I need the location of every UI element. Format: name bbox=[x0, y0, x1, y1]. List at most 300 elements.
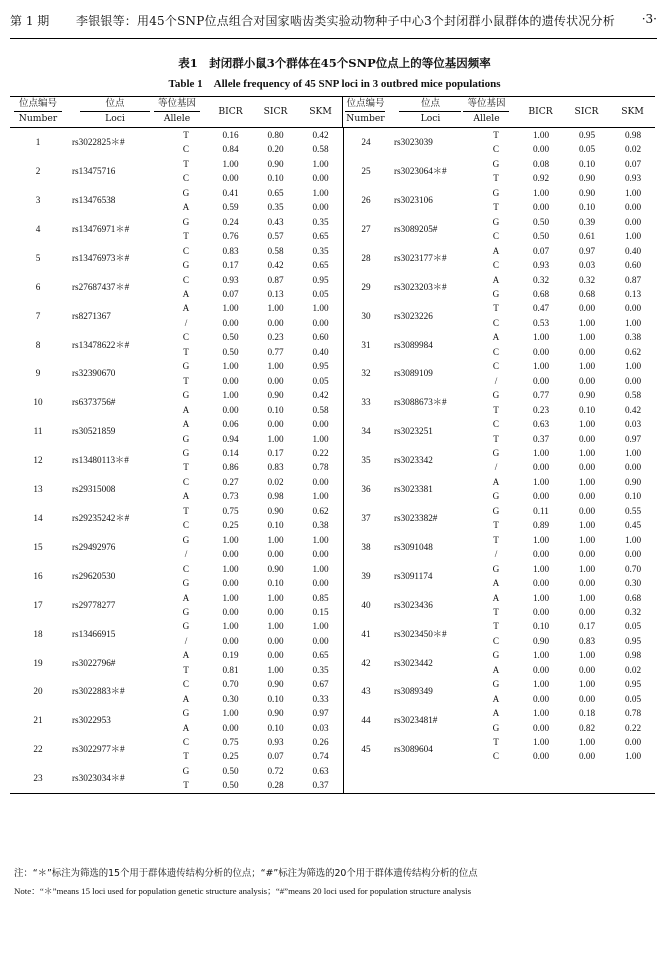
freq-skm: 0.45 bbox=[624, 520, 642, 531]
freq-sicr: 0.17 bbox=[578, 621, 596, 632]
freq-sicr: 0.82 bbox=[578, 722, 596, 733]
freq-bicr: 1.00 bbox=[532, 447, 550, 458]
freq-bicr: 0.76 bbox=[222, 231, 239, 242]
freq-sicr: 0.42 bbox=[267, 260, 284, 271]
locus-id: rs13480113＊# bbox=[72, 455, 129, 466]
freq-sicr: 0.10 bbox=[267, 520, 284, 531]
freq-skm: 0.74 bbox=[312, 751, 329, 762]
freq-skm: 0.03 bbox=[312, 722, 329, 733]
freq-bicr: 0.93 bbox=[222, 274, 239, 285]
freq-bicr: 0.86 bbox=[222, 462, 239, 473]
locus-number: 3 bbox=[35, 195, 41, 206]
freq-sicr: 0.00 bbox=[578, 346, 596, 357]
allele: G bbox=[182, 708, 190, 719]
freq-skm: 0.90 bbox=[624, 476, 642, 487]
allele: C bbox=[492, 260, 500, 271]
freq-sicr: 0.13 bbox=[267, 288, 284, 299]
freq-bicr: 1.00 bbox=[222, 534, 239, 545]
allele: C bbox=[492, 317, 500, 328]
locus-number: 16 bbox=[33, 570, 43, 581]
freq-skm: 0.35 bbox=[312, 245, 329, 256]
allele: C bbox=[182, 737, 190, 748]
col-number-zh: 位点编号 bbox=[346, 98, 385, 109]
freq-skm: 0.38 bbox=[312, 520, 329, 531]
freq-sicr: 1.00 bbox=[578, 447, 596, 458]
allele: G bbox=[182, 433, 190, 444]
freq-skm: 0.15 bbox=[312, 606, 329, 617]
allele: A bbox=[492, 245, 500, 256]
table-row bbox=[10, 735, 343, 749]
freq-bicr: 0.25 bbox=[222, 751, 239, 762]
freq-skm: 0.62 bbox=[312, 505, 329, 516]
freq-bicr: 0.27 bbox=[222, 476, 239, 487]
freq-bicr: 0.37 bbox=[532, 433, 550, 444]
freq-skm: 0.00 bbox=[312, 578, 329, 589]
freq-skm: 0.95 bbox=[312, 361, 329, 372]
freq-sicr: 0.28 bbox=[267, 780, 284, 791]
table-row bbox=[344, 157, 656, 171]
allele: T bbox=[493, 621, 499, 632]
freq-skm: 1.00 bbox=[312, 158, 329, 169]
allele: G bbox=[182, 216, 190, 227]
freq-bicr: 0.00 bbox=[222, 173, 239, 184]
freq-bicr: 0.00 bbox=[532, 664, 550, 675]
freq-bicr: 1.00 bbox=[532, 187, 550, 198]
locus-number: 44 bbox=[361, 715, 371, 726]
freq-bicr: 0.30 bbox=[222, 693, 239, 704]
freq-bicr: 0.47 bbox=[532, 303, 550, 314]
locus-id: rs13476971＊# bbox=[72, 223, 130, 234]
allele: A bbox=[182, 419, 190, 430]
freq-bicr: 0.83 bbox=[222, 245, 239, 256]
freq-skm: 0.05 bbox=[312, 375, 329, 386]
freq-skm: 1.00 bbox=[312, 491, 329, 502]
freq-skm: 0.87 bbox=[624, 274, 642, 285]
freq-skm: 1.00 bbox=[312, 563, 329, 574]
allele: A bbox=[182, 303, 190, 314]
locus-number: 37 bbox=[361, 513, 371, 523]
freq-bicr: 1.00 bbox=[222, 390, 239, 401]
freq-sicr: 1.00 bbox=[578, 592, 596, 603]
locus-number: 10 bbox=[33, 397, 43, 408]
freq-skm: 0.05 bbox=[312, 288, 329, 299]
allele: T bbox=[183, 375, 189, 386]
locus-number: 41 bbox=[361, 628, 371, 639]
col-skm: SKM bbox=[621, 106, 644, 117]
freq-skm: 0.00 bbox=[312, 476, 329, 487]
locus-id: rs3022977＊# bbox=[72, 744, 125, 755]
table-row bbox=[10, 388, 343, 402]
table-row bbox=[10, 533, 343, 547]
freq-sicr: 1.00 bbox=[578, 332, 596, 343]
freq-sicr: 0.90 bbox=[267, 390, 284, 401]
table-row bbox=[10, 591, 343, 605]
locus-number: 4 bbox=[35, 223, 41, 234]
freq-bicr: 0.00 bbox=[532, 606, 550, 617]
table-right-half bbox=[343, 128, 656, 793]
freq-bicr: 0.75 bbox=[222, 737, 239, 748]
allele: / bbox=[184, 317, 188, 328]
freq-sicr: 0.68 bbox=[578, 288, 596, 299]
freq-sicr: 0.10 bbox=[267, 404, 284, 415]
freq-bicr: 1.00 bbox=[532, 563, 550, 574]
freq-sicr: 1.00 bbox=[578, 650, 596, 661]
freq-sicr: 0.23 bbox=[267, 332, 284, 343]
locus-number: 34 bbox=[361, 426, 371, 437]
freq-skm: 0.78 bbox=[624, 708, 642, 719]
locus-number: 22 bbox=[33, 744, 43, 755]
col-bicr: BICR bbox=[218, 106, 243, 117]
col-sicr: SICR bbox=[574, 106, 599, 117]
header-underline bbox=[345, 111, 385, 112]
freq-bicr: 0.00 bbox=[222, 606, 239, 617]
freq-skm: 0.65 bbox=[312, 650, 329, 661]
allele: T bbox=[183, 751, 189, 762]
table-row bbox=[344, 504, 656, 518]
col-loci-en: Loci bbox=[105, 113, 125, 124]
freq-skm: 1.00 bbox=[624, 447, 642, 458]
freq-bicr: 0.94 bbox=[222, 433, 239, 444]
allele: T bbox=[493, 303, 499, 314]
freq-sicr: 0.07 bbox=[267, 751, 284, 762]
freq-sicr: 0.10 bbox=[578, 404, 596, 415]
freq-bicr: 0.14 bbox=[222, 447, 239, 458]
freq-sicr: 0.10 bbox=[578, 158, 596, 169]
freq-sicr: 0.10 bbox=[267, 578, 284, 589]
locus-number: 23 bbox=[33, 773, 43, 784]
freq-skm: 0.97 bbox=[312, 708, 329, 719]
freq-sicr: 0.90 bbox=[578, 173, 596, 184]
table-row bbox=[344, 330, 656, 344]
locus-number: 26 bbox=[361, 195, 371, 206]
col-allele-en: Allele bbox=[163, 113, 191, 124]
freq-sicr: 0.90 bbox=[267, 563, 284, 574]
freq-skm: 0.32 bbox=[624, 606, 642, 617]
freq-bicr: 0.32 bbox=[532, 274, 550, 285]
locus-id: rs3023034＊# bbox=[72, 773, 125, 784]
freq-bicr: 0.00 bbox=[532, 144, 550, 155]
freq-skm: 1.00 bbox=[624, 231, 642, 242]
allele: T bbox=[183, 780, 189, 791]
freq-skm: 0.13 bbox=[624, 288, 642, 299]
freq-bicr: 1.00 bbox=[532, 476, 550, 487]
allele: C bbox=[182, 476, 190, 487]
freq-sicr: 1.00 bbox=[578, 419, 596, 430]
freq-bicr: 1.00 bbox=[532, 737, 550, 748]
allele: A bbox=[182, 491, 190, 502]
freq-sicr: 0.80 bbox=[267, 130, 284, 140]
freq-skm: 1.00 bbox=[312, 303, 329, 314]
allele: G bbox=[182, 361, 190, 372]
locus-number: 45 bbox=[361, 744, 371, 755]
freq-bicr: 0.00 bbox=[222, 549, 239, 560]
table-row bbox=[344, 735, 656, 749]
locus-id: rs13476973＊# bbox=[72, 252, 130, 263]
table-caption-en: Table 1 Allele frequency of 45 SNP loci in 3 outbred mice populations bbox=[168, 78, 501, 90]
freq-skm: 0.22 bbox=[312, 447, 329, 458]
freq-bicr: 0.17 bbox=[222, 260, 239, 271]
freq-sicr: 0.83 bbox=[267, 462, 284, 473]
locus-number: 18 bbox=[33, 628, 43, 639]
col-number-en: Number bbox=[18, 113, 58, 124]
freq-skm: 0.58 bbox=[312, 404, 329, 415]
freq-bicr: 0.41 bbox=[222, 187, 239, 198]
table-row bbox=[10, 706, 343, 720]
locus-number: 27 bbox=[361, 223, 371, 234]
col-number-zh: 位点编号 bbox=[18, 98, 57, 109]
freq-sicr: 0.00 bbox=[267, 375, 284, 386]
locus-id: rs3023251 bbox=[394, 426, 433, 437]
locus-id: rs3023442 bbox=[394, 657, 433, 668]
freq-sicr: 1.00 bbox=[578, 520, 596, 531]
allele: G bbox=[492, 447, 500, 458]
allele: / bbox=[494, 549, 498, 560]
freq-skm: 0.07 bbox=[624, 158, 642, 169]
freq-skm: 0.58 bbox=[624, 390, 642, 401]
table-note-zh: 注：“＊”标注为筛选的15个用于群体遗传结构分析的位点；“#”标注为筛选的20个用于群体遗传结构分析的位点 bbox=[14, 868, 478, 879]
allele: T bbox=[183, 158, 189, 169]
locus-id: rs3023177＊# bbox=[394, 252, 447, 263]
freq-bicr: 0.73 bbox=[222, 491, 239, 502]
freq-bicr: 0.25 bbox=[222, 520, 239, 531]
freq-bicr: 1.00 bbox=[222, 361, 239, 372]
allele: C bbox=[182, 679, 190, 690]
freq-bicr: 0.59 bbox=[222, 202, 239, 213]
freq-sicr: 0.35 bbox=[267, 202, 284, 213]
freq-skm: 0.10 bbox=[624, 491, 642, 502]
allele: T bbox=[493, 606, 499, 617]
allele: G bbox=[492, 505, 500, 516]
table-row bbox=[10, 359, 343, 373]
left-table-body bbox=[10, 128, 343, 793]
freq-skm: 0.40 bbox=[624, 245, 642, 256]
freq-sicr: 0.87 bbox=[267, 274, 284, 285]
locus-id: rs3089984 bbox=[394, 339, 433, 350]
freq-skm: 0.00 bbox=[312, 419, 329, 430]
table-row bbox=[344, 648, 656, 662]
freq-bicr: 0.00 bbox=[222, 317, 239, 328]
header-underline bbox=[14, 111, 62, 112]
table-row bbox=[10, 157, 343, 171]
locus-number: 39 bbox=[361, 570, 371, 581]
freq-skm: 1.00 bbox=[312, 621, 329, 632]
freq-bicr: 0.93 bbox=[532, 260, 550, 271]
allele: G bbox=[492, 679, 500, 690]
freq-skm: 0.85 bbox=[312, 592, 329, 603]
allele: C bbox=[182, 144, 190, 155]
freq-sicr: 0.00 bbox=[578, 491, 596, 502]
locus-id: rs29620530 bbox=[72, 570, 116, 581]
freq-sicr: 0.32 bbox=[578, 274, 596, 285]
locus-number: 12 bbox=[33, 455, 43, 466]
freq-skm: 0.05 bbox=[624, 621, 642, 632]
freq-skm: 0.00 bbox=[624, 737, 642, 748]
freq-sicr: 0.90 bbox=[267, 505, 284, 516]
allele: G bbox=[492, 187, 500, 198]
freq-bicr: 0.00 bbox=[532, 751, 550, 762]
allele: A bbox=[182, 722, 190, 733]
table-row bbox=[344, 388, 656, 402]
freq-bicr: 0.53 bbox=[532, 317, 550, 328]
table-row bbox=[10, 330, 343, 344]
freq-bicr: 0.00 bbox=[532, 549, 550, 560]
allele: C bbox=[182, 520, 190, 531]
allele: A bbox=[182, 592, 190, 603]
freq-skm: 0.70 bbox=[624, 563, 642, 574]
freq-bicr: 0.00 bbox=[532, 375, 550, 386]
locus-id: rs3089109 bbox=[394, 368, 433, 379]
locus-number: 33 bbox=[361, 397, 371, 408]
table-row bbox=[10, 648, 343, 662]
locus-id: rs29235242＊# bbox=[72, 513, 130, 523]
running-head bbox=[10, 12, 657, 32]
col-number-en: Number bbox=[346, 113, 385, 124]
allele: G bbox=[182, 187, 190, 198]
allele: G bbox=[182, 621, 190, 632]
freq-skm: 0.95 bbox=[312, 274, 329, 285]
freq-skm: 0.65 bbox=[312, 231, 329, 242]
freq-bicr: 0.00 bbox=[532, 693, 550, 704]
freq-sicr: 1.00 bbox=[267, 433, 284, 444]
freq-sicr: 1.00 bbox=[578, 737, 596, 748]
allele: T bbox=[183, 346, 189, 357]
locus-number: 5 bbox=[35, 252, 41, 263]
allele: G bbox=[182, 260, 190, 271]
table-row bbox=[10, 244, 343, 258]
locus-id: rs3022796# bbox=[72, 657, 116, 668]
allele: A bbox=[492, 708, 500, 719]
freq-skm: 0.22 bbox=[624, 722, 642, 733]
locus-id: rs3023106 bbox=[394, 195, 433, 206]
allele: / bbox=[494, 462, 498, 473]
freq-skm: 0.00 bbox=[624, 202, 642, 213]
table-row bbox=[10, 301, 343, 315]
freq-bicr: 0.50 bbox=[222, 780, 239, 791]
allele: G bbox=[182, 578, 190, 589]
locus-id: rs3023039 bbox=[394, 137, 433, 148]
locus-id: rs3022825＊# bbox=[72, 137, 125, 148]
freq-skm: 0.98 bbox=[624, 130, 642, 140]
freq-skm: 0.00 bbox=[624, 375, 642, 386]
freq-sicr: 0.90 bbox=[267, 679, 284, 690]
freq-sicr: 0.00 bbox=[578, 549, 596, 560]
freq-skm: 0.00 bbox=[312, 549, 329, 560]
allele: A bbox=[492, 578, 500, 589]
table-row bbox=[10, 417, 343, 431]
freq-skm: 0.55 bbox=[624, 505, 642, 516]
freq-skm: 1.00 bbox=[312, 433, 329, 444]
freq-skm: 0.00 bbox=[624, 549, 642, 560]
freq-bicr: 0.07 bbox=[532, 245, 550, 256]
col-loci-en: Loci bbox=[420, 113, 441, 124]
freq-skm: 0.02 bbox=[624, 144, 642, 155]
allele: A bbox=[492, 693, 500, 704]
table-bottom-rule bbox=[10, 793, 655, 794]
freq-skm: 0.35 bbox=[312, 664, 329, 675]
locus-id: rs3091048 bbox=[394, 541, 433, 552]
locus-id: rs8271367 bbox=[72, 310, 111, 321]
col-loci-zh: 位点 bbox=[105, 98, 125, 109]
freq-skm: 0.37 bbox=[312, 780, 329, 791]
locus-number: 19 bbox=[33, 657, 43, 668]
locus-number: 24 bbox=[361, 137, 371, 148]
locus-number: 42 bbox=[361, 657, 371, 668]
allele: C bbox=[492, 751, 500, 762]
table-row bbox=[344, 562, 656, 576]
allele: T bbox=[493, 202, 499, 213]
allele: C bbox=[492, 361, 500, 372]
table-header bbox=[10, 97, 655, 127]
freq-sicr: 1.00 bbox=[267, 592, 284, 603]
table-row bbox=[10, 446, 343, 460]
freq-bicr: 0.06 bbox=[222, 419, 239, 430]
freq-bicr: 0.11 bbox=[533, 505, 549, 516]
freq-bicr: 0.50 bbox=[222, 765, 239, 776]
header-underline bbox=[154, 111, 200, 112]
freq-bicr: 1.00 bbox=[222, 563, 239, 574]
freq-bicr: 0.00 bbox=[222, 635, 239, 646]
right-table bbox=[344, 128, 656, 764]
allele: C bbox=[492, 231, 500, 242]
allele: A bbox=[492, 664, 500, 675]
freq-sicr: 0.95 bbox=[578, 130, 596, 140]
left-table bbox=[10, 128, 343, 793]
freq-sicr: 0.90 bbox=[578, 390, 596, 401]
freq-bicr: 1.00 bbox=[222, 303, 239, 314]
freq-bicr: 0.00 bbox=[222, 722, 239, 733]
freq-sicr: 0.93 bbox=[267, 737, 284, 748]
freq-skm: 1.00 bbox=[624, 751, 642, 762]
freq-sicr: 1.00 bbox=[267, 303, 284, 314]
table-row bbox=[344, 244, 656, 258]
locus-id: rs6373756# bbox=[72, 397, 116, 408]
allele: G bbox=[492, 650, 500, 661]
allele: A bbox=[182, 650, 190, 661]
table-row bbox=[344, 301, 656, 315]
locus-id: rs29778277 bbox=[72, 599, 116, 610]
table-row bbox=[10, 273, 343, 287]
freq-sicr: 0.39 bbox=[578, 216, 596, 227]
allele: C bbox=[492, 144, 500, 155]
freq-bicr: 1.00 bbox=[222, 708, 239, 719]
locus-id: rs3089205# bbox=[394, 223, 438, 234]
allele: G bbox=[182, 390, 190, 401]
freq-skm: 0.40 bbox=[312, 346, 329, 357]
allele: / bbox=[184, 549, 188, 560]
allele: T bbox=[183, 130, 189, 140]
freq-sicr: 0.20 bbox=[267, 144, 284, 155]
allele: G bbox=[492, 491, 500, 502]
freq-skm: 0.30 bbox=[624, 578, 642, 589]
freq-bicr: 1.00 bbox=[532, 332, 550, 343]
freq-sicr: 0.90 bbox=[267, 158, 284, 169]
allele: G bbox=[182, 447, 190, 458]
table-row bbox=[10, 677, 343, 691]
page-number: ·3· bbox=[641, 12, 657, 26]
allele: T bbox=[493, 534, 499, 545]
freq-skm: 0.35 bbox=[312, 216, 329, 227]
locus-id: rs3022953 bbox=[72, 715, 111, 726]
freq-sicr: 0.00 bbox=[578, 751, 596, 762]
col-allele-en: Allele bbox=[473, 113, 500, 124]
freq-bicr: 0.75 bbox=[222, 505, 239, 516]
freq-bicr: 0.84 bbox=[222, 144, 239, 155]
allele: T bbox=[493, 433, 499, 444]
locus-id: rs3023450＊# bbox=[394, 628, 447, 639]
allele: A bbox=[182, 404, 190, 415]
freq-sicr: 0.00 bbox=[267, 419, 284, 430]
freq-skm: 1.00 bbox=[624, 534, 642, 545]
